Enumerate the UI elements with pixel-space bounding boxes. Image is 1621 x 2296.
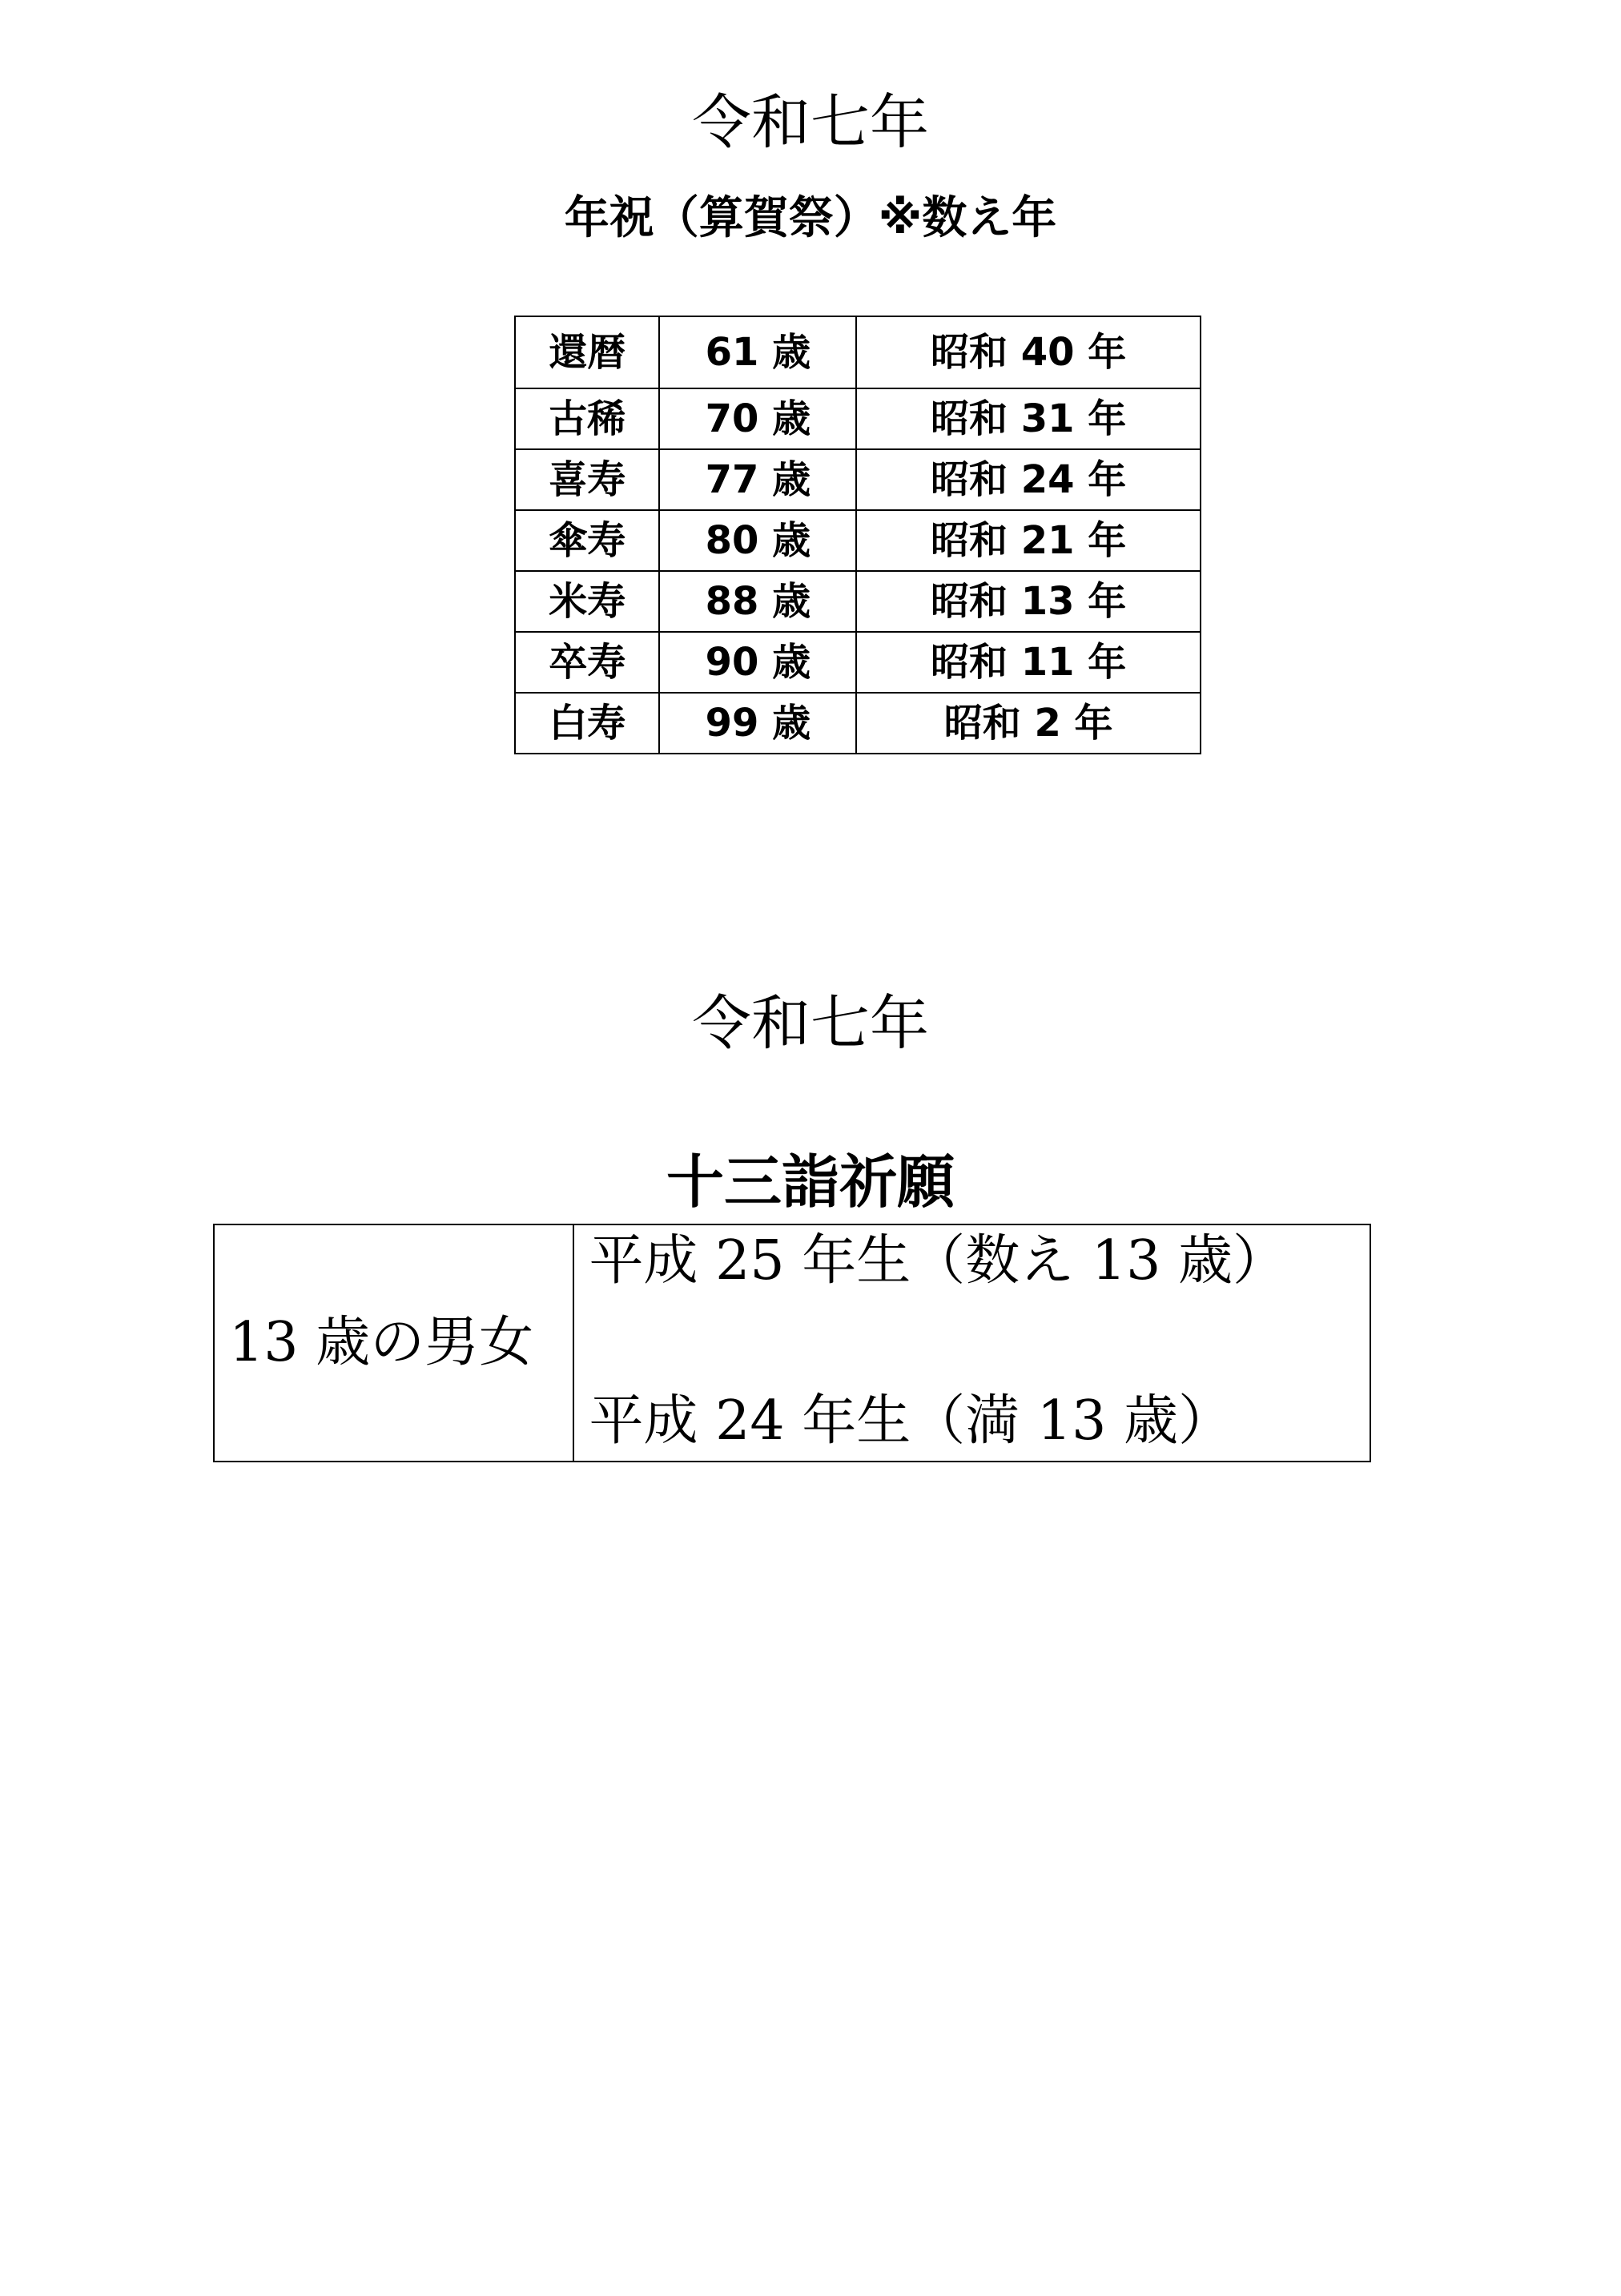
page-title-reiwa-7: 令和七年 xyxy=(692,88,929,157)
celebration-name: 白寿 xyxy=(515,693,659,754)
celebration-name: 米寿 xyxy=(515,571,659,632)
table-row xyxy=(515,632,1201,693)
celebration-age: 70 歳 xyxy=(659,388,856,449)
celebration-name: 還暦 xyxy=(515,316,659,388)
celebration-name: 古稀 xyxy=(515,388,659,449)
celebration-age: 61 歳 xyxy=(659,316,856,388)
birth-year: 昭和 2 年 xyxy=(856,693,1201,754)
table-row xyxy=(515,388,1201,449)
birth-year: 昭和 11 年 xyxy=(856,632,1201,693)
birth-year-man: 平成 24 年生（満 13 歳） xyxy=(589,1389,1233,1453)
toshi-iwai-heading: 年祝（算賀祭）※数え年 xyxy=(564,192,1057,244)
jusan-mairi-table xyxy=(213,1224,1371,1462)
celebration-name: 傘寿 xyxy=(515,510,659,571)
celebration-age: 77 歳 xyxy=(659,449,856,510)
table-row xyxy=(515,316,1201,388)
table-row xyxy=(515,510,1201,571)
table-row xyxy=(515,571,1201,632)
birth-year: 昭和 40 年 xyxy=(856,316,1201,388)
celebration-name: 卒寿 xyxy=(515,632,659,693)
table-row xyxy=(214,1224,1370,1462)
table-row xyxy=(515,449,1201,510)
jusan-mairi-heading: 十三詣祈願 xyxy=(666,1148,955,1216)
birth-year: 昭和 13 年 xyxy=(856,571,1201,632)
birth-year-kazoe: 平成 25 年生（数え 13 歳） xyxy=(589,1229,1288,1293)
celebration-age: 88 歳 xyxy=(659,571,856,632)
section-title-reiwa-7: 令和七年 xyxy=(692,989,929,1058)
target-label: 13 歳の男女 xyxy=(214,1224,573,1462)
birth-year: 昭和 24 年 xyxy=(856,449,1201,510)
celebration-age: 99 歳 xyxy=(659,693,856,754)
celebration-name: 喜寿 xyxy=(515,449,659,510)
birth-year: 昭和 31 年 xyxy=(856,388,1201,449)
celebration-age: 80 歳 xyxy=(659,510,856,571)
table-row xyxy=(515,693,1201,754)
toshi-iwai-table xyxy=(514,316,1201,754)
celebration-age: 90 歳 xyxy=(659,632,856,693)
birth-year: 昭和 21 年 xyxy=(856,510,1201,571)
birth-year-cell xyxy=(573,1224,1370,1462)
